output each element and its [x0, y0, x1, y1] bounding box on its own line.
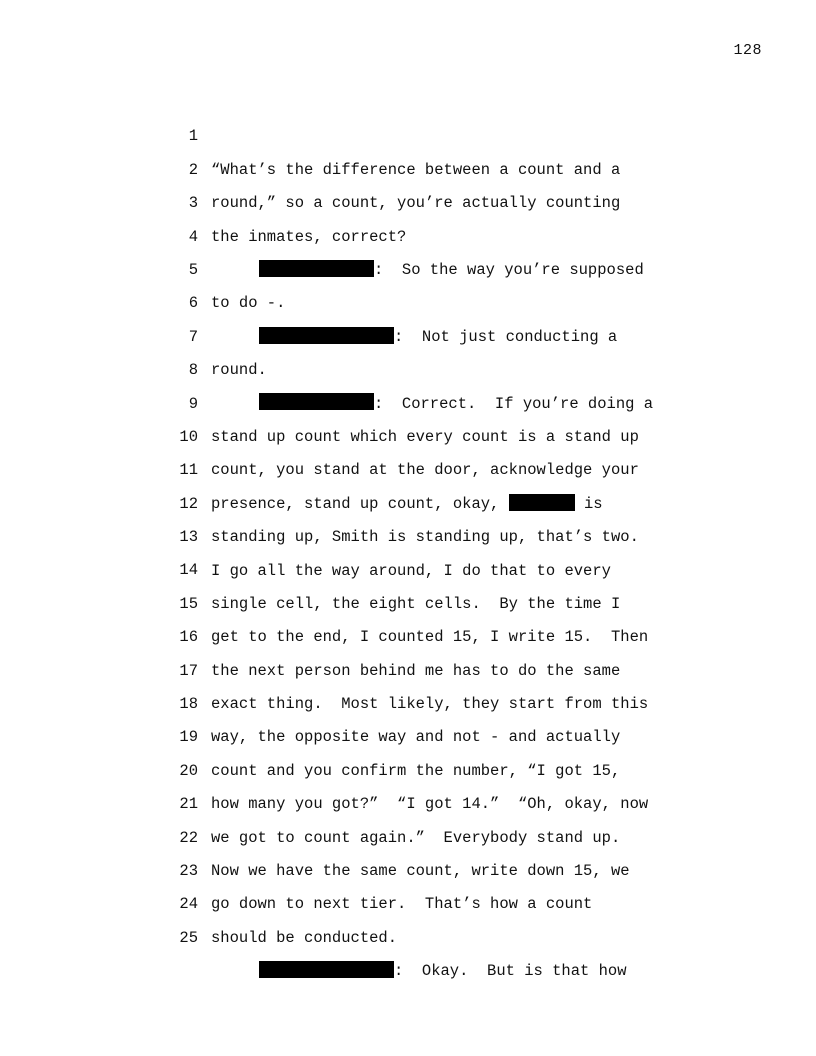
line-number: 10: [179, 427, 198, 446]
line-text: : Not just conducting a: [394, 327, 618, 346]
line-number: 8: [188, 361, 198, 380]
line-number: 19: [179, 728, 198, 747]
line-number: 22: [179, 828, 198, 847]
line-text: stand up count which every count is a stand up: [211, 427, 639, 446]
line-text: standing up, Smith is standing up, that’s two.: [211, 528, 639, 547]
line-text: “What’s the difference between a count and a: [211, 160, 621, 179]
line-number: 3: [188, 194, 198, 213]
line-number: 4: [188, 227, 198, 246]
line-number: 24: [179, 895, 198, 914]
line-text: way, the opposite way and not - and actually: [211, 728, 621, 747]
line-text: the next person behind me has to do the same: [211, 661, 621, 680]
line-number: 11: [179, 461, 198, 480]
line-text: : Okay. But is that how: [394, 962, 627, 981]
line-number: 1: [188, 127, 198, 146]
line-number: 21: [179, 795, 198, 814]
line-text: count and you confirm the number, “I got 15,: [211, 761, 621, 780]
line-number: 16: [179, 628, 198, 647]
line-text: round.: [211, 361, 267, 380]
line-number: 20: [179, 761, 198, 780]
line-text: get to the end, I counted 15, I write 15. Then: [211, 628, 649, 647]
line-number: 14: [179, 561, 198, 580]
line-number: 18: [179, 695, 198, 714]
line-text: should be conducted.: [211, 928, 398, 947]
line-number: 5: [188, 260, 198, 279]
line-text: round,” so a count, you’re actually counting: [211, 194, 621, 213]
line-text: how many you got?” “I got 14.” “Oh, okay, now: [211, 795, 649, 814]
line-number: 25: [179, 928, 198, 947]
line-text: I go all the way around, I do that to every: [211, 561, 611, 580]
line-text: presence, stand up count, okay,: [211, 494, 509, 513]
line-number: 13: [179, 528, 198, 547]
line-number: 17: [179, 661, 198, 680]
line-text: Now we have the same count, write down 15, we: [211, 862, 630, 881]
line-number: 9: [188, 394, 198, 413]
line-text: to do -.: [211, 294, 286, 313]
page-number: 128: [733, 42, 762, 59]
line-text: the inmates, correct?: [211, 227, 407, 246]
line-number: 7: [188, 327, 198, 346]
transcript-body: [0, 87, 816, 981]
line-number: 15: [179, 594, 198, 613]
transcript-line: [0, 87, 816, 179]
line-number: 23: [179, 862, 198, 880]
line-text: : So the way you’re supposed: [374, 260, 644, 279]
speaker-redaction: [259, 961, 394, 978]
line-text: single cell, the eight cells. By the time I: [211, 594, 621, 613]
line-text: we got to count again.” Everybody stand up.: [211, 828, 621, 847]
line-number: 6: [188, 294, 198, 313]
line-text: exact thing. Most likely, they start from this: [211, 695, 649, 714]
line-number: 12: [179, 494, 198, 513]
speaker-line: [259, 955, 627, 988]
line-text: is: [574, 494, 603, 513]
line-text: count, you stand at the door, acknowledge your: [211, 461, 639, 480]
line-text: go down to next tier. That’s how a count: [211, 895, 593, 914]
line-number: 2: [188, 160, 198, 179]
line-text: : Correct. If you’re doing a: [374, 394, 654, 413]
